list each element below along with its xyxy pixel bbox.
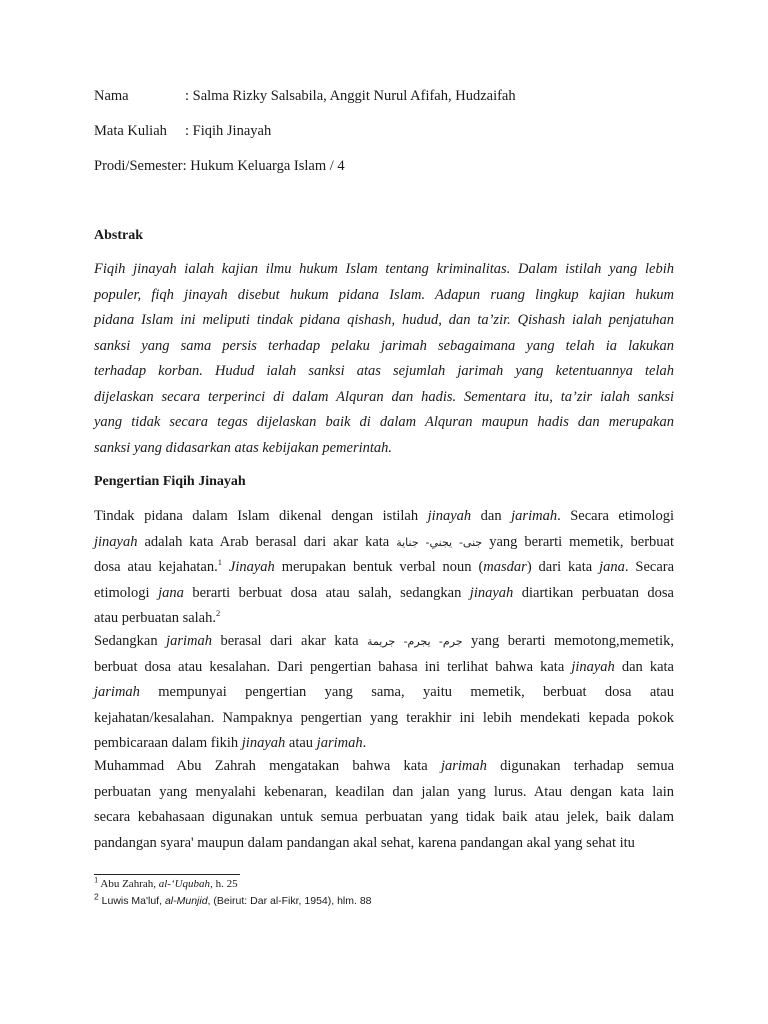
- text-line: [94, 754, 674, 780]
- paragraph-1: [94, 504, 674, 632]
- text-line: [94, 581, 674, 607]
- text-line: [94, 606, 674, 632]
- italic-term: jarimah: [316, 735, 363, 751]
- course-label: Mata Kuliah: [94, 123, 167, 139]
- abstract-heading: Abstrak: [94, 228, 144, 243]
- text-line: [94, 805, 674, 831]
- abstract-line: terhadap korban. Hudud ialah sanksi atas sejumlah jarimah yang ketentuannya telah: [94, 363, 674, 379]
- abstract-line: sanksi yang sama persis terhadap pelaku jarimah sebagaimana yang telah ia lakukan: [94, 337, 674, 354]
- abstract-line: yang tidak secara tegas dijelaskan baik di dalam Alquran maupun hadis dan merupakan: [94, 414, 674, 430]
- abstract-line: populer, fiqh jinayah disebut hukum pidana Islam. Adapun ruang lingkup kajian hukum: [94, 286, 674, 303]
- footnote-text: , h. 25: [210, 878, 238, 890]
- text-run: diartikan perbuatan dosa: [513, 584, 674, 601]
- text-run: atau perbuatan salah.: [94, 610, 216, 626]
- text-run: mempunyai pengertian yang sama, yaitu memetik, berbuat dosa atau: [139, 684, 674, 700]
- footnote-ref: 1: [217, 557, 222, 568]
- text-line: [94, 780, 674, 806]
- text-run: ) dari kata: [526, 559, 600, 575]
- text-run: adalah kata Arab berasal dari akar kata: [137, 533, 397, 550]
- course-row: [94, 123, 271, 140]
- italic-term: jinayah: [469, 584, 514, 601]
- italic-term: jana: [158, 584, 184, 601]
- name-label: Nama: [94, 88, 129, 104]
- text-line: [94, 731, 674, 757]
- abstract-line: pidana Islam ini meliputi tindak pidana qishash, hudud, dan ta’zir. Qishash ialah penjatuhan: [94, 312, 674, 328]
- text-run: Sedangkan: [94, 633, 167, 649]
- italic-term: jarimah: [511, 508, 558, 524]
- text-run: berasal dari akar kata: [212, 633, 368, 649]
- italic-term: jana: [599, 559, 625, 575]
- text-run: berbuat dosa atau kesalahan. Dari pengertian bahasa ini terlihat bahwa kata: [94, 658, 572, 675]
- footnote-separator: [94, 874, 240, 875]
- text-run: perbuatan yang menyalahi kebenaran, keadilan dan jalan yang lurus. Atau dengan kata lain: [94, 783, 674, 800]
- text-line: [94, 504, 674, 530]
- arabic-term: جرم- يجرم- جريمة: [367, 635, 463, 648]
- program-value: Hukum Keluarga Islam / 4: [190, 158, 345, 174]
- text-line: [94, 706, 674, 732]
- text-run: yang berarti memotong,memetik,: [462, 633, 675, 649]
- italic-term: masdar: [483, 559, 527, 575]
- italic-term: al-Munjid: [164, 895, 208, 907]
- italic-term: jinayah: [241, 735, 286, 751]
- name-value: : Salma Rizky Salsabila, Anggit Nurul Afifah, Hudzaifah: [185, 88, 516, 104]
- abstract-line: Fiqih jinayah ialah kajian ilmu hukum Islam tentang kriminalitas. Dalam istilah yang lebih: [94, 261, 674, 277]
- text-line: [94, 831, 674, 857]
- text-run: .: [362, 735, 367, 751]
- text-line: [94, 655, 674, 681]
- italic-term: jinayah: [427, 508, 472, 524]
- text-run: Tindak pidana dalam Islam dikenal dengan istilah: [94, 508, 428, 524]
- text-run: pembicaraan dalam fikih: [94, 735, 242, 751]
- text-run: . Secara: [624, 559, 675, 575]
- text-run: yang berarti memetik, berbuat: [482, 533, 674, 550]
- italic-term: al-‘Uqubah: [158, 878, 211, 890]
- footnote-ref: 2: [94, 891, 99, 902]
- text-run: etimologi: [94, 584, 159, 601]
- abstract-line: dijelaskan secara terperinci di dalam Alquran dan hadis. Sementara itu, ta’zir ialah sanksi: [94, 388, 674, 405]
- text-run: berarti berbuat dosa atau salah, sedangkan: [183, 584, 470, 601]
- footnote-text: Luwis Ma'luf,: [98, 895, 165, 907]
- program-label: Prodi/Semester:: [94, 158, 187, 174]
- text-run: . Secara etimologi: [557, 508, 674, 524]
- text-run: dan kata: [614, 658, 674, 675]
- text-run: dosa atau kejahatan.: [94, 559, 218, 575]
- italic-term: jinayah: [94, 533, 138, 550]
- italic-term: jarimah: [166, 633, 213, 649]
- text-line: [94, 530, 674, 556]
- abstract-paragraph: [94, 257, 674, 461]
- footnote-text: Abu Zahrah,: [98, 878, 159, 890]
- text-run: atau: [285, 735, 317, 751]
- text-line: [94, 555, 674, 581]
- italic-term: jarimah: [440, 758, 487, 774]
- text-run: [222, 559, 229, 575]
- italic-term: jinayah: [571, 658, 615, 675]
- section-heading: Pengertian Fiqih Jinayah: [94, 474, 246, 489]
- text-run: pandangan syara' maupun dalam pandangan akal sehat, karena pandangan akal yang sehat itu: [94, 834, 635, 851]
- program-row: [94, 158, 345, 175]
- text-line: [94, 629, 674, 655]
- text-run: secara kebahasaan digunakan untuk semua perbuatan yang tidak baik atau jelek, baik dalam: [94, 809, 674, 825]
- paragraph-2: [94, 629, 674, 757]
- text-run: kejahatan/kesalahan. Nampaknya pengertian yang terakhir ini lebih mendekati kepada pokok: [94, 709, 674, 726]
- arabic-term: جنى- يجني- جناية: [396, 535, 483, 549]
- text-line: [94, 680, 674, 706]
- footnote-ref: 2: [215, 608, 221, 619]
- footnote-ref: 1: [94, 874, 99, 885]
- text-run: merupakan bentuk verbal noun (: [274, 559, 484, 575]
- footnote-2: [94, 891, 372, 907]
- paragraph-3: [94, 754, 674, 856]
- italic-term: Jinayah: [228, 559, 275, 575]
- footnote-text: , (Beirut: Dar al-Fikr, 1954), hlm. 88: [207, 895, 372, 907]
- name-row: [94, 88, 516, 105]
- text-run: dan: [471, 508, 512, 524]
- abstract-line: sanksi yang didasarkan atas kebijakan pemerintah.: [94, 439, 393, 456]
- text-run: digunakan terhadap semua: [486, 758, 675, 774]
- italic-term: jarimah: [94, 684, 140, 700]
- course-value: : Fiqih Jinayah: [185, 123, 272, 139]
- text-run: Muhammad Abu Zahrah mengatakan bahwa kata: [94, 758, 441, 774]
- footnote-1: [94, 874, 238, 890]
